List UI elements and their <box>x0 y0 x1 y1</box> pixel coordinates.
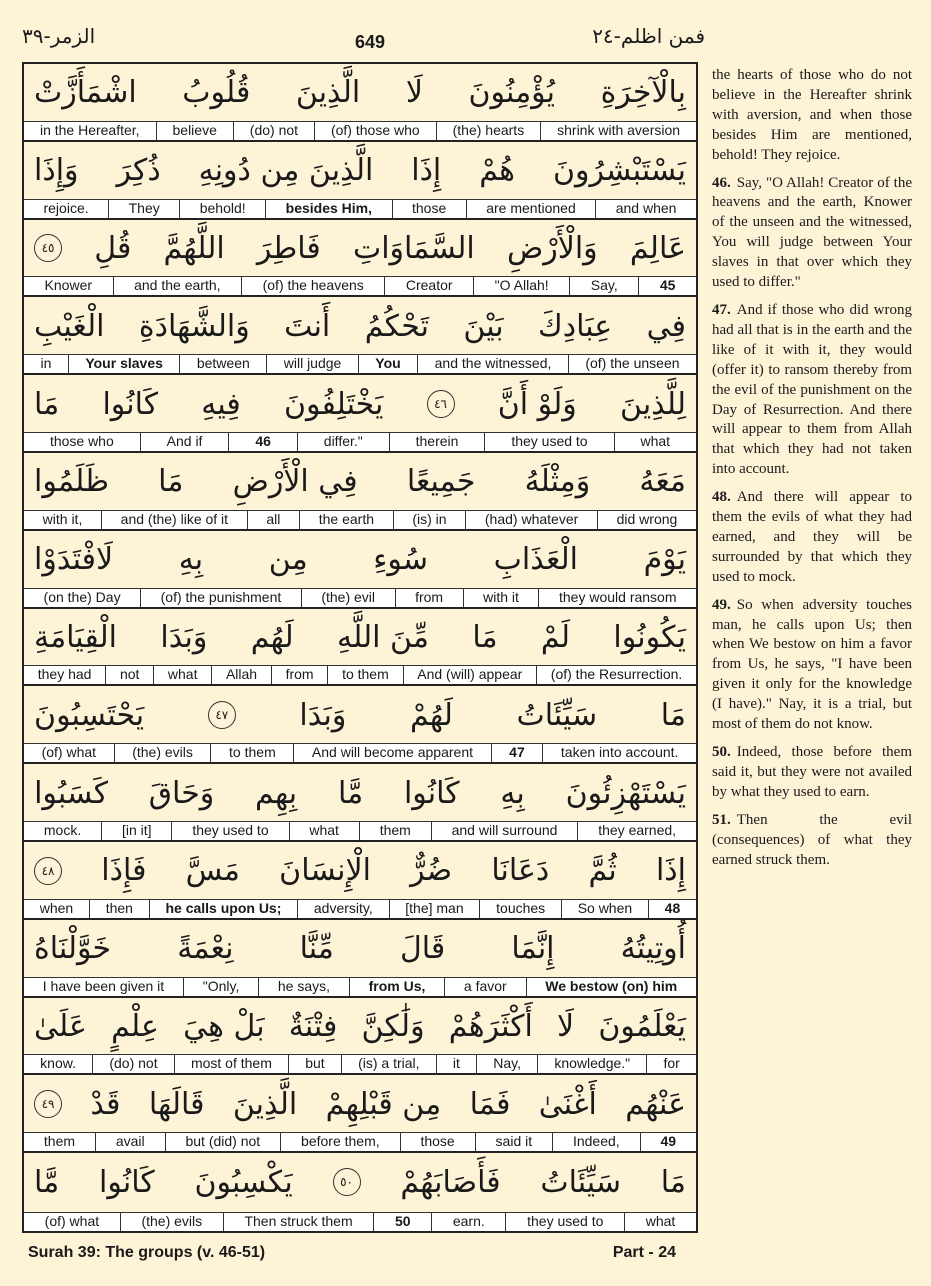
arabic-word: يَكْسِبُونَ <box>194 1164 293 1200</box>
english-gloss: (on the) Day <box>43 588 121 605</box>
english-gloss-line <box>24 199 696 218</box>
arabic-word: لَهُمْ <box>409 697 453 733</box>
english-gloss: You <box>358 355 417 373</box>
arabic-word: فَاطِرَ <box>256 230 321 266</box>
arabic-word: سَيِّئَاتُ <box>516 697 598 733</box>
english-gloss: (of) what <box>41 744 97 761</box>
arabic-line <box>24 297 696 355</box>
english-gloss: what <box>614 433 696 451</box>
word-by-word-grid <box>22 62 698 1233</box>
english-gloss: So when <box>561 900 648 918</box>
arabic-word: جَمِيعًا <box>406 464 476 500</box>
english-gloss: for <box>646 1055 696 1073</box>
english-gloss: to them <box>327 666 402 684</box>
english-gloss: Allah <box>211 666 271 684</box>
arabic-word: ظَلَمُوا <box>34 464 109 500</box>
footer-part: Part - 24 <box>612 1244 676 1261</box>
arabic-line <box>24 64 696 122</box>
english-gloss: them <box>43 1133 76 1150</box>
english-gloss: (had) whatever <box>465 511 597 529</box>
arabic-word: اشْمَأَزَّتْ <box>34 75 137 111</box>
arabic-word: بِهِ <box>178 542 204 578</box>
arabic-word: الْعَذَابِ <box>493 542 578 578</box>
english-gloss: behold! <box>179 200 265 218</box>
verse-row <box>24 1075 696 1153</box>
verse-text: So when adversity touches man, he calls upon Us; then when We bestow on him a favor from Us, he says, "I have been given it only for the knowledge (I have)." Nay, it is a trial, but most of them do not know. <box>712 596 912 733</box>
english-gloss: 49 <box>640 1133 696 1151</box>
arabic-word: أُوتِيتُهُ <box>620 931 686 967</box>
arabic-word: مَّا <box>337 775 364 811</box>
arabic-word: فَأَصَابَهُمْ <box>400 1164 501 1200</box>
arabic-word: يُؤْمِنُونَ <box>468 75 556 111</box>
english-gloss: (the) evils <box>114 744 211 762</box>
arabic-line <box>24 142 696 200</box>
english-gloss: them <box>359 822 431 840</box>
english-gloss: most of them <box>174 1055 288 1073</box>
ayah-number-marker: ٤٧ <box>208 701 236 729</box>
arabic-word: وَحَاقَ <box>148 775 215 811</box>
arabic-line <box>24 686 696 744</box>
arabic-word: مَا <box>660 1164 686 1200</box>
arabic-word: وَبَدَا <box>299 697 347 733</box>
english-gloss: with it, <box>42 510 83 527</box>
english-gloss: between <box>179 355 266 373</box>
english-gloss: (of) the unseen <box>568 355 696 373</box>
english-gloss: from <box>395 589 463 607</box>
arabic-word: إِذَا <box>655 853 686 889</box>
arabic-word: كَانُوا <box>99 1164 155 1200</box>
arabic-word: لَهُم <box>250 619 294 655</box>
arabic-word: عَنْهُم <box>625 1086 686 1122</box>
english-gloss: they used to <box>505 1213 624 1231</box>
english-gloss: (is) a trial, <box>341 1055 436 1073</box>
english-gloss: he says, <box>258 978 349 996</box>
arabic-word: مَسَّ <box>185 853 240 889</box>
arabic-word: لَمْ <box>540 619 571 655</box>
arabic-word: إِذَا <box>411 153 442 189</box>
arabic-word: بَيْنَ <box>463 308 504 344</box>
verse-row <box>24 142 696 220</box>
arabic-line <box>24 609 696 667</box>
english-gloss: will judge <box>266 355 358 373</box>
verse-row <box>24 297 696 375</box>
english-gloss: Creator <box>384 277 473 295</box>
verse-number: 51. <box>712 811 731 828</box>
arabic-line <box>24 842 696 900</box>
arabic-word: مَعَهُ <box>639 464 686 500</box>
ayah-number-marker: ٤٨ <box>34 857 62 885</box>
verse-text: And if those who did wrong had all that is in the earth and the like of it with it, they would (offer it) to ransom thereby from the evil of the punishment on the Day of Resurrection. And there will appear to them from Allah that which they had not taken into account. <box>712 301 912 478</box>
english-gloss-line <box>24 1054 696 1073</box>
arabic-word: بِالْآخِرَةِ <box>600 75 686 111</box>
arabic-word: يَسْتَهْزِئُونَ <box>565 775 686 811</box>
english-gloss: all <box>247 511 299 529</box>
arabic-word: كَسَبُوا <box>34 775 108 811</box>
english-gloss: differ." <box>297 433 389 451</box>
ayah-number-marker: ٤٩ <box>34 1090 62 1118</box>
arabic-line <box>24 453 696 511</box>
english-gloss: Nay, <box>476 1055 537 1073</box>
english-gloss: those <box>400 1133 475 1151</box>
translation-column <box>712 66 912 878</box>
arabic-line <box>24 531 696 589</box>
arabic-word: عِلْمٍ <box>111 1008 159 1044</box>
english-gloss: And will become apparent <box>293 744 490 762</box>
arabic-word: يَوْمَ <box>643 542 686 578</box>
english-gloss: (of) those who <box>314 122 436 140</box>
verse-row <box>24 998 696 1076</box>
verse-text: And there will appear to them the evils of what they had earned, and they will be surrounded by that which they used to mock. <box>712 489 912 585</box>
verse-row <box>24 609 696 687</box>
english-gloss: touches <box>479 900 561 918</box>
arabic-word: بَلْ هِيَ <box>183 1008 265 1044</box>
verse-number: 49. <box>712 596 731 613</box>
arabic-word: مَا <box>34 386 60 422</box>
arabic-word: وَبَدَا <box>160 619 208 655</box>
english-gloss-line <box>24 121 696 140</box>
arabic-word: فِيهِ <box>201 386 241 422</box>
arabic-word: أَنتَ <box>284 308 331 344</box>
english-gloss: are mentioned <box>466 200 596 218</box>
english-gloss: knowledge." <box>537 1055 646 1073</box>
verse-text: Then the evil (consequences) of what they earned struck them. <box>712 811 912 868</box>
arabic-word: وَلَٰكِنَّ <box>361 1008 425 1044</box>
english-gloss: what <box>624 1213 696 1231</box>
arabic-word: مَا <box>158 464 184 500</box>
english-gloss-line <box>24 276 696 295</box>
arabic-word: الَّذِينَ <box>232 1086 298 1122</box>
verse-row <box>24 920 696 998</box>
english-gloss: said it <box>475 1133 552 1151</box>
arabic-word: مَا <box>472 619 498 655</box>
english-gloss: but (did) not <box>165 1133 281 1151</box>
verse-row <box>24 531 696 609</box>
verse-translation <box>712 66 912 166</box>
arabic-word: وَالشَّهَادَةِ <box>138 308 250 344</box>
english-gloss: 48 <box>648 900 696 918</box>
arabic-line <box>24 920 696 978</box>
arabic-word: سَيِّئَاتُ <box>540 1164 621 1200</box>
arabic-line <box>24 1075 696 1133</box>
arabic-word: يَعْلَمُونَ <box>598 1008 686 1044</box>
english-gloss: "O Allah! <box>473 277 569 295</box>
english-gloss: Your slaves <box>68 355 180 373</box>
english-gloss-line <box>24 510 696 529</box>
english-gloss: and when <box>595 200 696 218</box>
arabic-word: قَالَهَا <box>148 1086 205 1122</box>
arabic-word: يَكُونُوا <box>613 619 686 655</box>
english-gloss: (of) what <box>44 1212 100 1229</box>
arabic-word: مِن <box>268 542 308 578</box>
verse-translation <box>712 596 912 735</box>
verse-translation <box>712 743 912 803</box>
english-gloss: they used to <box>171 822 288 840</box>
arabic-word: أَغْنَىٰ <box>538 1086 597 1122</box>
arabic-word: وَإِذَا <box>34 153 79 189</box>
verse-row <box>24 64 696 142</box>
english-gloss: the earth <box>299 511 393 529</box>
arabic-line <box>24 375 696 433</box>
english-gloss-line <box>24 899 696 918</box>
english-gloss: (of) the punishment <box>140 589 301 607</box>
verse-text: Say, "O Allah! Creator of the heavens and the earth, Knower of the unseen and the witnessed, You will judge between Your slaves in that over which they used to differ." <box>712 174 912 291</box>
english-gloss: with it <box>463 589 539 607</box>
arabic-word: فِتْنَةٌ <box>288 1008 338 1044</box>
page-number: 649 <box>354 32 386 52</box>
arabic-word: مِّنَّا <box>299 931 334 967</box>
english-gloss: know. <box>40 1055 76 1072</box>
arabic-word: قُلِ <box>94 230 132 266</box>
english-gloss-line <box>24 665 696 684</box>
arabic-word: فَإِذَا <box>101 853 147 889</box>
english-gloss-line <box>24 821 696 840</box>
english-gloss: they used to <box>484 433 613 451</box>
english-gloss-line <box>24 1132 696 1151</box>
english-gloss: a favor <box>444 978 525 996</box>
arabic-word: لَافْتَدَوْا <box>34 542 114 578</box>
english-gloss: shrink with aversion <box>540 122 696 140</box>
arabic-word: فَمَا <box>469 1086 511 1122</box>
verse-translation <box>712 174 912 293</box>
english-gloss: they had <box>37 666 92 683</box>
english-gloss: [the] man <box>389 900 480 918</box>
english-gloss: (the) hearts <box>436 122 541 140</box>
arabic-word: قَدْ <box>90 1086 121 1122</box>
arabic-word: لَا <box>405 75 423 111</box>
arabic-word: هُمْ <box>479 153 515 189</box>
english-gloss: (of) the heavens <box>241 277 384 295</box>
english-gloss: (do) not <box>92 1055 174 1073</box>
arabic-word: مَّا <box>34 1164 60 1200</box>
english-gloss: they would ransom <box>538 589 696 607</box>
english-gloss: before them, <box>280 1133 399 1151</box>
verse-row <box>24 1153 696 1231</box>
english-gloss: from <box>271 666 327 684</box>
verse-number: 50. <box>712 744 731 760</box>
arabic-word: الْغَيْبِ <box>34 308 105 344</box>
arabic-word: كَانُوا <box>403 775 460 811</box>
english-gloss: and (the) like of it <box>101 511 247 529</box>
english-gloss: in <box>40 355 52 372</box>
arabic-word: الْإِنسَانَ <box>279 853 371 889</box>
arabic-word: السَّمَاوَاتِ <box>352 230 475 266</box>
english-gloss: Indeed, <box>552 1133 640 1151</box>
english-gloss: avail <box>95 1133 165 1151</box>
english-gloss: those <box>392 200 466 218</box>
english-gloss: did wrong <box>597 511 696 529</box>
arabic-word: وَمِثْلَهُ <box>524 464 591 500</box>
arabic-word: ضُرٌّ <box>410 853 453 889</box>
english-gloss: We bestow (on) him <box>526 978 697 996</box>
english-gloss: he calls upon Us; <box>149 900 297 918</box>
arabic-word: وَالْأَرْضِ <box>506 230 598 266</box>
arabic-word: فِي الْأَرْضِ <box>232 464 358 500</box>
arabic-word: قَالَ <box>399 931 446 967</box>
arabic-line <box>24 998 696 1056</box>
english-gloss: 50 <box>373 1213 431 1231</box>
verse-text: the hearts of those who do not believe in the Hereafter shrink with aversion, and when those besides Him are mentioned, behold! They rejoice. <box>712 67 912 163</box>
arabic-word: مِّنَ اللَّهِ <box>337 619 429 655</box>
verse-number: 46. <box>712 174 731 191</box>
arabic-word: الَّذِينَ مِن دُونِهِ <box>198 153 374 189</box>
english-gloss: believe <box>156 122 233 140</box>
arabic-word: يَحْتَسِبُونَ <box>34 697 145 733</box>
arabic-word: ذُكِرَ <box>116 153 161 189</box>
arabic-word: ثُمَّ <box>588 853 617 889</box>
english-gloss: 46 <box>228 433 296 451</box>
verse-row <box>24 764 696 842</box>
arabic-word: إِنَّمَا <box>511 931 555 967</box>
english-gloss: rejoice. <box>43 199 89 216</box>
arabic-word: دَعَانَا <box>491 853 550 889</box>
arabic-word: كَانُوا <box>102 386 159 422</box>
english-gloss: (is) in <box>393 511 466 529</box>
arabic-word: فِي <box>646 308 686 344</box>
english-gloss: when <box>39 899 74 916</box>
english-gloss: what <box>289 822 359 840</box>
english-gloss: And if <box>140 433 229 451</box>
arabic-word: قُلُوبُ <box>182 75 251 111</box>
verse-row <box>24 220 696 298</box>
arabic-line <box>24 764 696 822</box>
arabic-word: بِهِ <box>500 775 525 811</box>
english-gloss: (the) evil <box>301 589 395 607</box>
english-gloss: besides Him, <box>265 200 391 218</box>
surah-header: الزمر-۳۹ <box>22 24 96 48</box>
english-gloss: it <box>436 1055 476 1073</box>
english-gloss: 45 <box>638 277 696 295</box>
english-gloss: and will surround <box>431 822 578 840</box>
verse-number: 47. <box>712 301 731 318</box>
english-gloss-line <box>24 743 696 762</box>
arabic-word: مَا <box>660 697 686 733</box>
english-gloss: Say, <box>569 277 638 295</box>
arabic-word: بِهِم <box>255 775 298 811</box>
arabic-word: نِعْمَةً <box>177 931 234 967</box>
english-gloss: earn. <box>431 1213 505 1231</box>
arabic-word: لِلَّذِينَ <box>619 386 686 422</box>
english-gloss: then <box>89 900 149 918</box>
english-gloss-line <box>24 1212 696 1231</box>
ayah-number-marker: ٤٦ <box>427 390 455 418</box>
english-gloss: to them <box>210 744 293 762</box>
ayah-number-marker: ٥٠ <box>333 1168 361 1196</box>
english-gloss-line <box>24 354 696 373</box>
english-gloss: taken into account. <box>542 744 696 762</box>
arabic-word: عِبَادِكَ <box>538 308 613 344</box>
arabic-word: عَلَىٰ <box>34 1008 87 1044</box>
english-gloss: And (will) appear <box>403 666 537 684</box>
verse-translation <box>712 301 912 480</box>
english-gloss: 47 <box>491 744 543 762</box>
arabic-word: تَحْكُمُ <box>364 308 429 344</box>
english-gloss: Knower <box>44 277 93 294</box>
arabic-word: لَا <box>557 1008 575 1044</box>
english-gloss: Then struck them <box>223 1213 373 1231</box>
english-gloss: (the) evils <box>120 1213 223 1231</box>
arabic-word: عَالِمَ <box>629 230 686 266</box>
ayah-number-marker: ٤٥ <box>34 234 62 262</box>
arabic-word: يَسْتَبْشِرُونَ <box>552 153 686 189</box>
arabic-word: سُوءِ <box>373 542 429 578</box>
english-gloss: They <box>108 200 179 218</box>
arabic-line <box>24 1153 696 1211</box>
english-gloss: and the witnessed, <box>417 355 568 373</box>
english-gloss-line <box>24 432 696 451</box>
arabic-line <box>24 220 696 278</box>
verse-text: Indeed, those before them said it, but they were not availed by what they used to earn. <box>712 744 912 800</box>
verse-translation <box>712 811 912 871</box>
verse-row <box>24 686 696 764</box>
footer-surah: Surah 39: The groups (v. 46-51) <box>28 1244 266 1261</box>
english-gloss: I have been given it <box>42 977 165 994</box>
verse-row <box>24 453 696 531</box>
english-gloss: those who <box>49 432 114 449</box>
english-gloss: (do) not <box>233 122 314 140</box>
english-gloss: adversity, <box>297 900 388 918</box>
english-gloss: therein <box>389 433 485 451</box>
verse-row <box>24 842 696 920</box>
english-gloss-line <box>24 977 696 996</box>
english-gloss: in the Hereafter, <box>39 121 140 138</box>
arabic-word: يَخْتَلِفُونَ <box>283 386 384 422</box>
arabic-word: الْقِيَامَةِ <box>34 619 118 655</box>
english-gloss: and the earth, <box>113 277 242 295</box>
english-gloss: but <box>288 1055 341 1073</box>
verse-row <box>24 375 696 453</box>
english-gloss: [in it] <box>101 822 171 840</box>
english-gloss: not <box>105 666 153 684</box>
arabic-word: أَكْثَرَهُمْ <box>448 1008 533 1044</box>
english-gloss: mock. <box>43 821 82 838</box>
english-gloss: "Only, <box>183 978 258 996</box>
verse-translation <box>712 488 912 588</box>
arabic-word: الَّذِينَ <box>295 75 361 111</box>
english-gloss: (of) the Resurrection. <box>536 666 696 684</box>
arabic-word: خَوَّلْنَاهُ <box>34 931 112 967</box>
english-gloss: they earned, <box>577 822 696 840</box>
juz-header: فمن اظلم-٢٤ <box>592 24 705 48</box>
arabic-word: وَلَوْ أَنَّ <box>497 386 577 422</box>
arabic-word: اللَّهُمَّ <box>163 230 225 266</box>
english-gloss: what <box>153 666 211 684</box>
english-gloss: from Us, <box>349 978 444 996</box>
english-gloss-line <box>24 588 696 607</box>
verse-number: 48. <box>712 489 731 506</box>
arabic-word: مِن قَبْلِهِمْ <box>325 1086 442 1122</box>
